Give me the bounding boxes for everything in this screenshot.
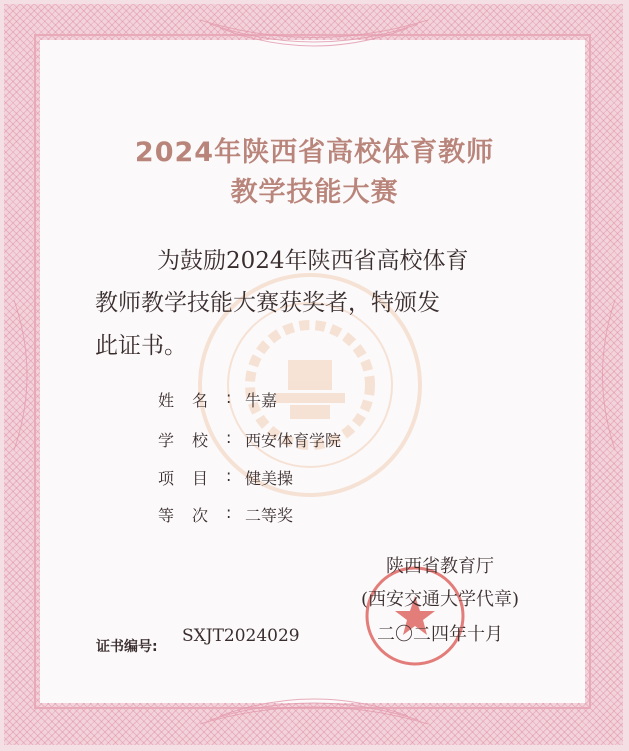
- body-text-line2: 教师教学技能大赛获奖者，特颁发: [95, 290, 440, 316]
- field-value-school: 西安体育学院: [245, 431, 342, 450]
- body-text-line3: 此证书。: [95, 333, 187, 359]
- field-label-rank: 等次: [158, 506, 227, 525]
- certificate-title-line2: 教学技能大赛: [230, 177, 399, 208]
- issue-date: 二〇二四年十月: [377, 624, 503, 645]
- field-label-school: 学校: [158, 431, 227, 450]
- field-value-event: 健美操: [245, 469, 294, 488]
- field-colon: :: [226, 503, 232, 522]
- field-value-name: 牛嘉: [245, 391, 278, 410]
- field-colon: :: [226, 466, 232, 485]
- field-label-name: 姓名: [158, 391, 227, 410]
- field-colon: :: [226, 428, 232, 447]
- field-colon: :: [226, 388, 232, 407]
- body-text-line1: 为鼓励2024年陕西省高校体育: [157, 248, 469, 274]
- field-value-rank: 二等奖: [245, 506, 294, 525]
- field-label-event: 项目: [158, 469, 227, 488]
- certificate-number: SXJT2024029: [182, 626, 300, 646]
- issuer-name: 陕西省教育厅: [386, 556, 494, 577]
- issuer-proxy: (西安交通大学代章): [360, 589, 520, 610]
- certificate-number-label: 证书编号:: [96, 639, 158, 655]
- certificate-title-line1: 2024年陕西省高校体育教师: [134, 137, 495, 168]
